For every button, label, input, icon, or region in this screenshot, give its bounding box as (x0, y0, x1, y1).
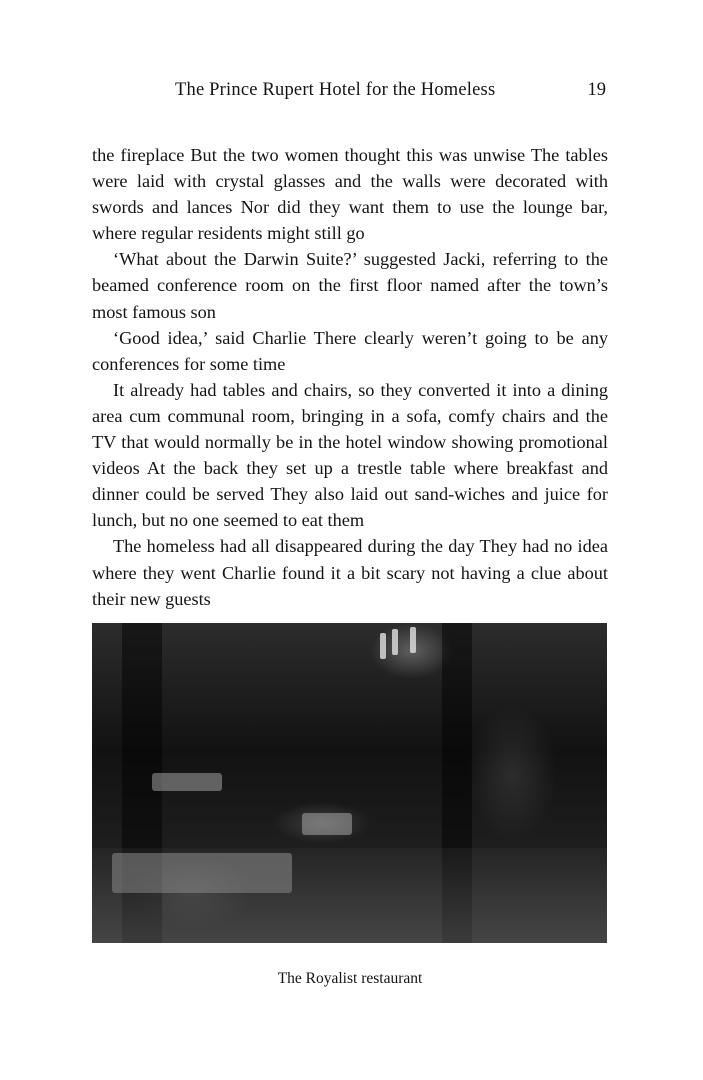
paragraph: ‘Good idea,’ said Charlie There clearly weren’t going to be any conferences for some time (92, 327, 608, 374)
running-head (92, 80, 608, 108)
paragraph: ‘What about the Darwin Suite?’ suggested Jacki, referring to the beamed conference room on the first floor named after the town’s most famous son (92, 249, 608, 322)
figure-caption: The Royalist restaurant (277, 970, 423, 987)
body-text (92, 142, 608, 612)
paragraph: the fireplace But the two women thought this was unwise The tables were laid with crystal glasses and the walls were decorated with swords and lances Nor did they want them to use the lounge bar, where regular residents might still go (92, 145, 608, 244)
restaurant-photo (92, 623, 607, 943)
running-title: The Prince Rupert Hotel for the Homeless (175, 80, 496, 100)
page-number: 19 (587, 80, 606, 100)
paragraph: The homeless had all disappeared during the day They had no idea where they went Charlie found it a bit scary not having a clue about their new guests (92, 536, 608, 609)
paragraph: It already had tables and chairs, so they converted it into a dining area cum communal room, bringing in a sofa, comfy chairs and the TV that would normally be in the hotel window showing promotional videos At the back they set up a trestle table where breakfast and dinner could be served They also laid out sand-wiches and juice for lunch, but no one seemed to eat them (92, 379, 608, 531)
